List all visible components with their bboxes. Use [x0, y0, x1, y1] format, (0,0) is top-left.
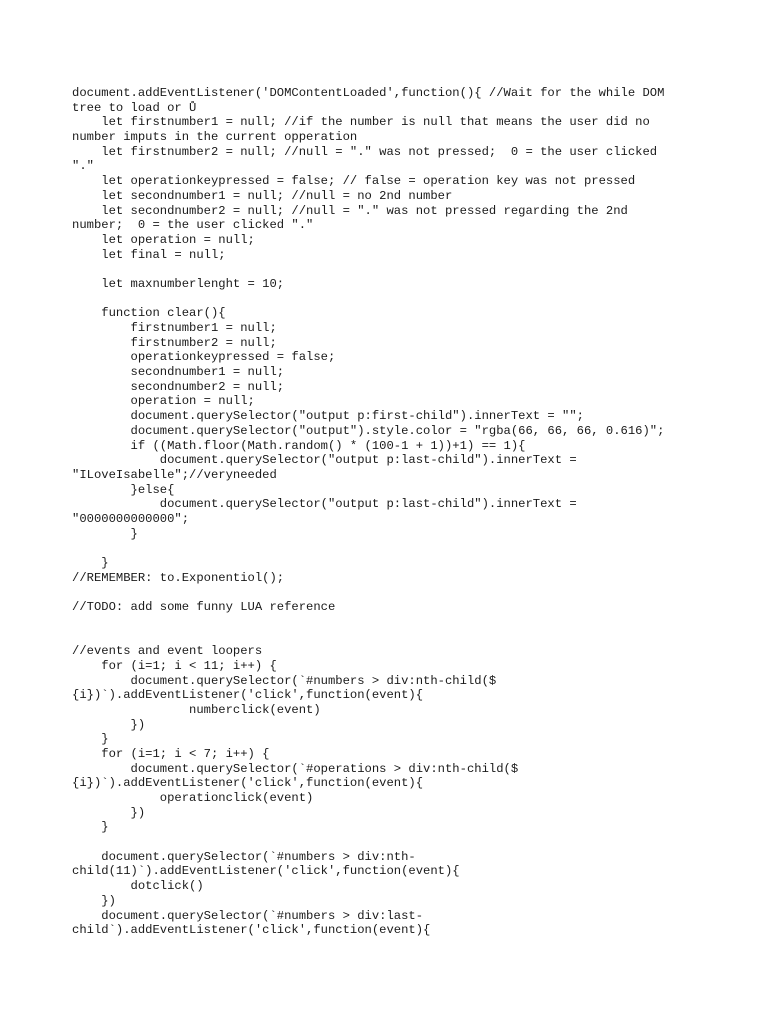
code-line: if ((Math.floor(Math.random() * (100-1 + 1))+1) == 1){ [72, 438, 526, 453]
code-line: number imputs in the current opperation [72, 130, 358, 145]
code-line: secondnumber1 = null; [72, 365, 285, 380]
code-line: let firstnumber1 = null; //if the number is null that means the user did no [72, 115, 650, 130]
code-line: //events and event loopers [72, 644, 263, 659]
code-line: let maxnumberlenght = 10; [72, 276, 285, 291]
code-line: document.addEventListener('DOMContentLoaded',function(){ //Wait for the while DOM [72, 86, 665, 100]
code-line: document.querySelector("output p:first-child").innerText = ""; [72, 409, 584, 424]
code-line: "." [72, 159, 94, 174]
code-line: let secondnumber2 = null; //null = "." was not pressed regarding the 2nd [72, 203, 628, 218]
code-line: }) [72, 805, 146, 820]
code-line [72, 629, 692, 644]
code-line: let final = null; [72, 247, 226, 262]
code-line: let secondnumber1 = null; //null = no 2nd number [72, 188, 453, 203]
code-line: document.querySelector("output p:last-child").innerText = [72, 497, 577, 512]
code-line: } [72, 556, 109, 570]
code-line: for (i=1; i < 7; i++) { [72, 746, 270, 761]
code-line: firstnumber2 = null; [72, 335, 277, 350]
code-line: "0000000000000"; [72, 511, 190, 526]
code-line: document.querySelector(`#operations > div:nth-child($ [72, 761, 519, 776]
code-line: operationkeypressed = false; [72, 350, 336, 365]
code-line: document.querySelector(`#numbers > div:nth- [72, 849, 416, 864]
code-line: }) [72, 893, 116, 908]
code-line: "ILoveIsabelle";//veryneeded [72, 467, 277, 482]
code-line: //REMEMBER: to.Exponentiol(); [72, 570, 285, 585]
code-line: }) [72, 717, 146, 732]
code-line: secondnumber2 = null; [72, 379, 285, 394]
code-line: }else{ [72, 482, 175, 497]
code-line: numberclick(event) [72, 702, 321, 717]
code-line: } [72, 526, 138, 541]
code-listing [72, 86, 692, 938]
code-line [72, 585, 692, 600]
code-line: number; 0 = the user clicked "." [72, 218, 314, 233]
code-line: child`).addEventListener('click',function(event){ [72, 923, 431, 938]
code-line: tree to load or Ů [72, 100, 197, 115]
code-line: } [72, 820, 109, 835]
code-line: function clear(){ [72, 306, 226, 321]
code-line: for (i=1; i < 11; i++) { [72, 658, 277, 673]
code-line: let firstnumber2 = null; //null = "." was not pressed; 0 = the user clicked [72, 144, 658, 159]
code-line [72, 835, 692, 850]
code-line [72, 292, 692, 307]
code-line: document.querySelector("output").style.color = "rgba(66, 66, 66, 0.616)"; [72, 423, 665, 438]
code-line: firstnumber1 = null; [72, 321, 277, 335]
code-line: child(11)`).addEventListener('click',function(event){ [72, 864, 460, 879]
code-line: {i})`).addEventListener('click',function(event){ [72, 776, 424, 791]
code-line: document.querySelector(`#numbers > div:nth-child($ [72, 673, 497, 688]
code-line [72, 262, 692, 277]
code-line: document.querySelector(`#numbers > div:last- [72, 908, 424, 923]
code-line [72, 541, 692, 556]
code-line: document.querySelector("output p:last-child").innerText = [72, 453, 577, 468]
code-line [72, 615, 692, 630]
code-line: //TODO: add some funny LUA reference [72, 600, 336, 615]
code-line: let operation = null; [72, 232, 255, 247]
code-line: dotclick() [72, 879, 204, 894]
code-line: operation = null; [72, 394, 255, 409]
code-line: } [72, 732, 109, 747]
code-line: operationclick(event) [72, 791, 314, 805]
code-line: let operationkeypressed = false; // false = operation key was not pressed [72, 174, 636, 189]
code-line: {i})`).addEventListener('click',function(event){ [72, 688, 424, 703]
